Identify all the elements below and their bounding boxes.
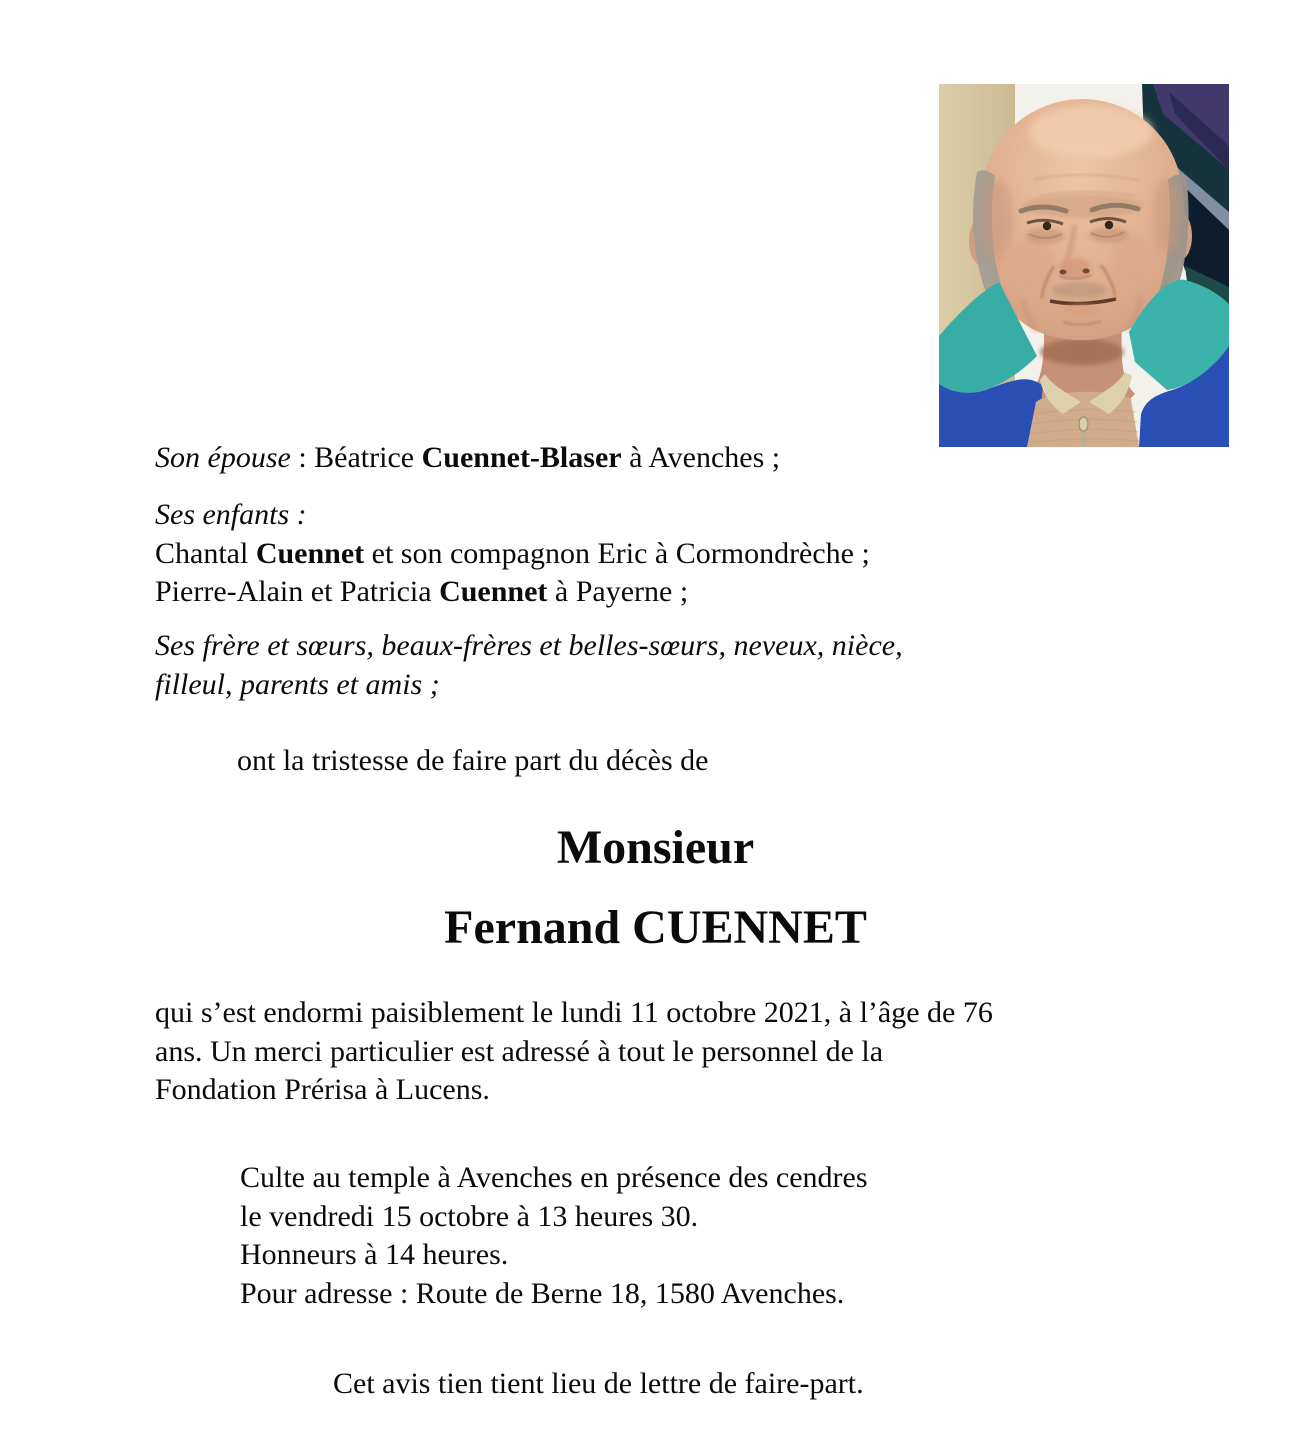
notice-line-3: Fondation Prérisa à Lucens.	[155, 1073, 490, 1106]
children-heading: Ses enfants :	[155, 498, 307, 531]
spouse-surname: Cuennet-Blaser	[421, 441, 622, 474]
child1-post: et son compagnon Eric à Cormondrèche ;	[364, 536, 870, 570]
spouse-residence: à Avenches ;	[621, 441, 781, 474]
portrait-photo	[939, 84, 1229, 447]
spouse-label: Son épouse	[155, 441, 299, 474]
civility-heading: Monsieur	[556, 821, 755, 874]
ceremony-line-4: Pour adresse : Route de Berne 18, 1580 Avenches.	[240, 1276, 845, 1310]
child2-pre: Pierre-Alain et Patricia	[155, 575, 440, 608]
relatives-line-2: filleul, parents et amis ;	[155, 667, 440, 701]
intro-line: ont la tristesse de faire part du décès de	[237, 744, 709, 777]
children-paragraph	[155, 496, 870, 612]
ceremony-line-1: Culte au temple à Avenches en présence des cendres	[240, 1161, 868, 1194]
ceremony-line-3: Honneurs à 14 heures.	[240, 1238, 509, 1271]
child2-post: à Payerne ;	[547, 575, 689, 608]
ceremony-line-2: le vendredi 15 octobre à 13 heures 30.	[240, 1199, 699, 1233]
portrait-photo-image	[939, 84, 1229, 447]
notice-line-2: ans. Un merci particulier est adressé à tout le personnel de la	[155, 1034, 884, 1068]
closing-line: Cet avis tien tient lieu de lettre de faire-part.	[333, 1367, 864, 1400]
spouse-line	[155, 439, 780, 478]
child-line-1	[155, 535, 870, 574]
deceased-name-heading: Fernand CUENNET	[444, 901, 867, 954]
notice-line-1: qui s’est endormi paisiblement le lundi 11 octobre 2021, à l’âge de 76	[155, 996, 993, 1029]
notice-paragraph	[155, 994, 993, 1110]
relatives-line-1: Ses frère et sœurs, beaux-frères et belles-sœurs, neveux, nièce,	[155, 629, 903, 662]
spouse-first-name: : Béatrice	[298, 441, 422, 474]
ceremony-paragraph	[240, 1159, 868, 1313]
child-line-2	[155, 573, 870, 612]
child1-surname: Cuennet	[255, 536, 365, 570]
child2-surname: Cuennet	[439, 575, 548, 608]
child1-pre: Chantal	[155, 536, 256, 570]
relatives-paragraph	[155, 627, 903, 704]
